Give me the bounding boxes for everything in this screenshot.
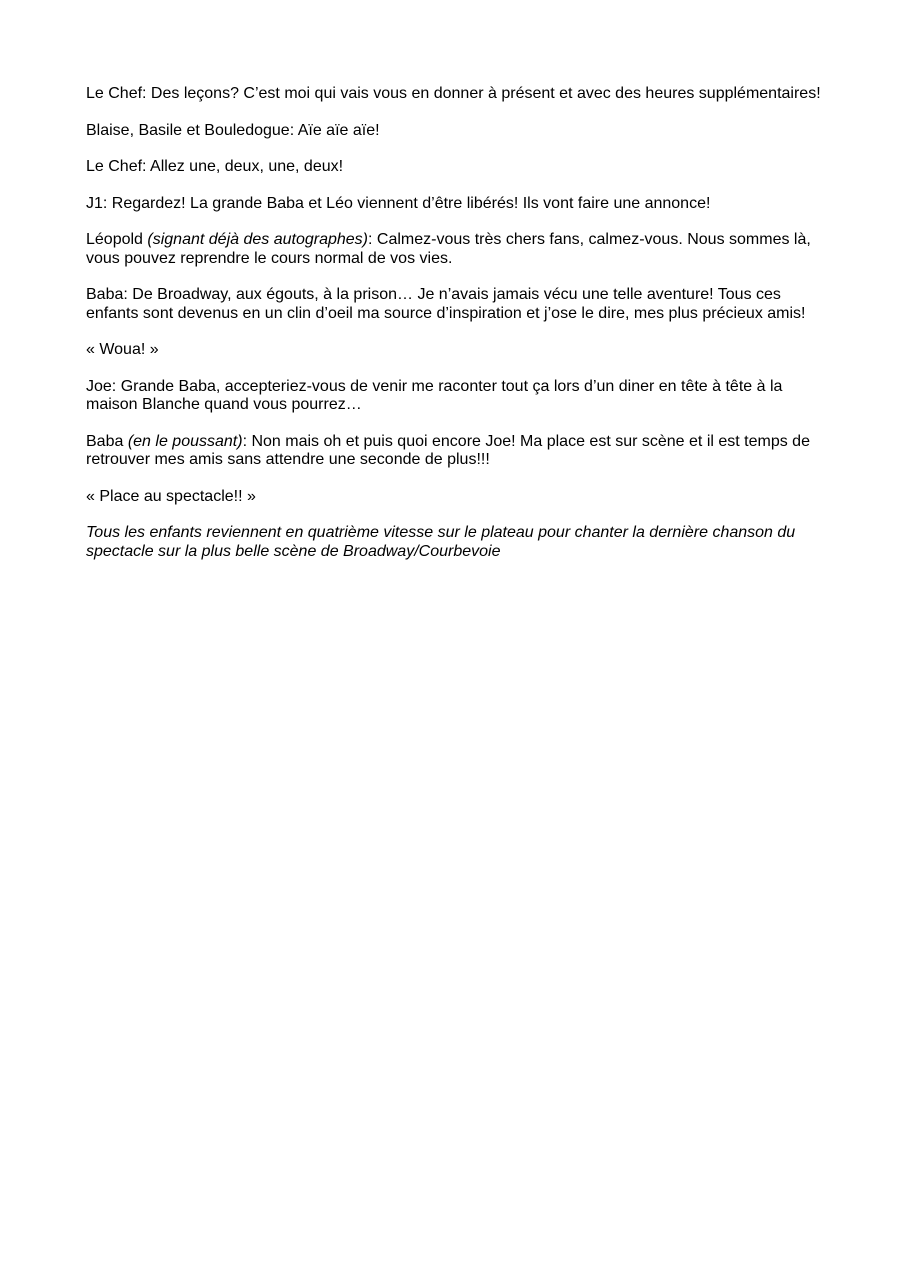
dialogue-text: Regardez! La grande Baba et Léo viennent d’être libérés! Ils vont faire une annonce! (107, 194, 711, 212)
stage-direction-text: Tous les enfants reviennent en quatrième vitesse sur le plateau pour chanter la dernière chanson du spectacle sur la plus belle scène de Broadway/Courbevoie (86, 524, 796, 560)
stage-direction: (signant déjà des autographes) (142, 231, 368, 248)
speaker-name: Joe: (86, 377, 117, 395)
speaker-name: Le Chef: (86, 85, 147, 102)
dialogue-line (86, 158, 821, 177)
speaker-name: Le Chef: (86, 158, 147, 175)
dialogue-text: « Woua! » (86, 341, 159, 358)
chorus-line (86, 341, 821, 360)
speaker-name: Baba: (86, 286, 128, 303)
dialogue-text: : Calmez-vous très chers fans, calmez-vous. Nous sommes là, vous pouvez reprendre le cours normal de vos vies. (86, 231, 811, 267)
dialogue-text: Aïe aïe aïe! (294, 121, 380, 139)
dialogue-line (86, 85, 821, 104)
speaker-name: Blaise, Basile et Bouledogue: (86, 121, 295, 139)
script-text (86, 85, 821, 579)
dialogue-line (86, 433, 821, 470)
dialogue-line (86, 286, 821, 323)
stage-direction: (en le poussant) (123, 432, 243, 450)
dialogue-text: « Place au spectacle!! » (86, 487, 256, 505)
dialogue-line (86, 122, 821, 141)
dialogue-line (86, 378, 821, 415)
dialogue-text: De Broadway, aux égouts, à la prison… Je n’avais jamais vécu une telle aventure! Tous ces enfants sont devenus en un clin d’oeil ma source d’inspiration et j’ose le dire, mes plus précieux amis! (86, 286, 806, 322)
dialogue-line (86, 195, 821, 214)
dialogue-text: Des leçons? C’est moi qui vais vous en donner à présent et avec des heures supplémentaires! (146, 85, 821, 102)
speaker-name: Léopold (86, 231, 143, 248)
dialogue-text: : Non mais oh et puis quoi encore Joe! Ma place est sur scène et il est temps de retrouver mes amis sans attendre une seconde de plus!!! (86, 432, 810, 468)
chorus-line (86, 488, 821, 507)
speaker-name: Baba (86, 432, 124, 450)
stage-direction-paragraph (86, 524, 821, 561)
dialogue-line (86, 231, 821, 268)
dialogue-text: Grande Baba, accepteriez-vous de venir me raconter tout ça lors d’un diner en tête à tête à la maison Blanche quand vous pourrez… (86, 377, 783, 413)
speaker-name: J1: (86, 194, 108, 212)
dialogue-text: Allez une, deux, une, deux! (146, 158, 344, 175)
